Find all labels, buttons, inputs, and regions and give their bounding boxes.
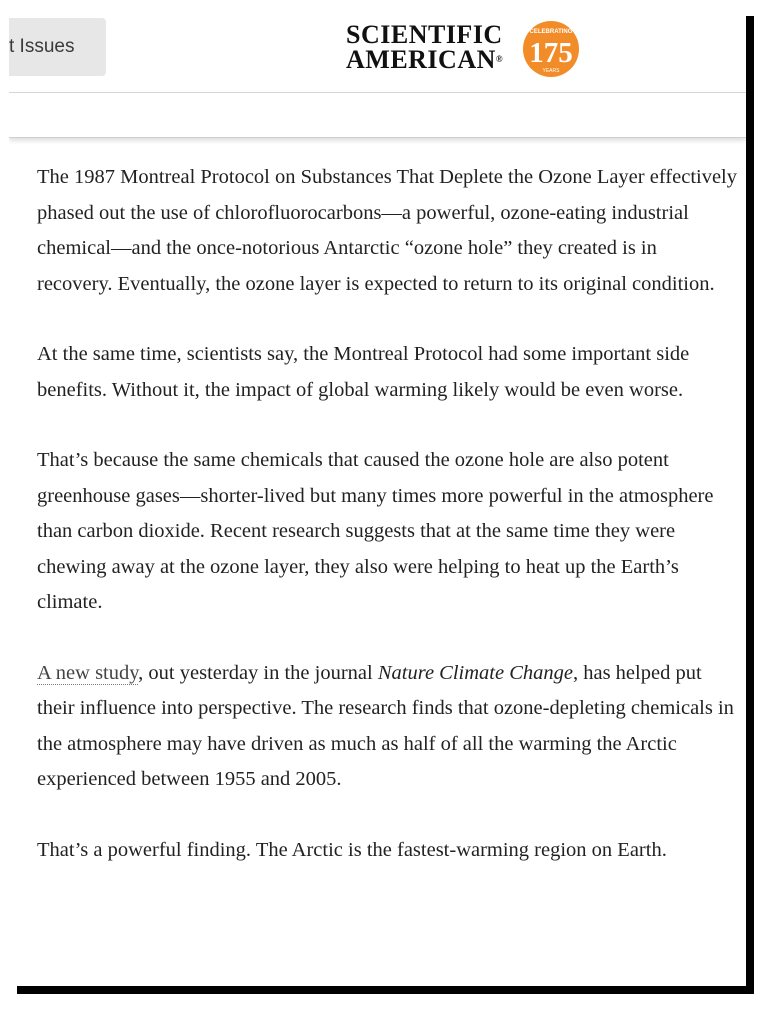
issues-tab[interactable]: t Issues (9, 18, 106, 76)
celebrating-175-badge-icon (522, 20, 580, 78)
journal-name: Nature Climate Change (377, 661, 573, 684)
paragraph-4 (37, 656, 737, 798)
badge-bottom-text: YEARS (542, 68, 560, 74)
logo-line-1: SCIENTIFIC (346, 20, 503, 49)
logo-line-2-text: AMERICAN (346, 45, 496, 74)
logo-wordmark (346, 22, 503, 72)
site-header (9, 8, 746, 93)
new-study-link[interactable]: A new study (37, 661, 139, 684)
logo-line-2 (346, 47, 503, 72)
article-body (37, 160, 737, 903)
sub-navigation-bar (9, 93, 746, 138)
paragraph-4-text-a: , out yesterday in the journal (138, 661, 378, 684)
paragraph-1: The 1987 Montreal Protocol on Substances That Deplete the Ozone Layer effectively phased out the use of chlorofluorocarbons—a powerful, ozone-eating industrial chemical—and the once-notorious Antarctic “ozone hole” they created is in recovery. Eventually, the ozone layer is expected to return to its original condition. (37, 166, 738, 295)
paragraph-4-text-b: , has helped put their influence into perspective. The research finds that ozone-depleting chemicals in the atmosphere may have driven as much as half of all the warming the Arctic experienced between 1955 and 2005. (37, 661, 734, 790)
page-frame (9, 8, 746, 986)
scientific-american-logo[interactable] (346, 18, 586, 80)
badge-top-text: CELEBRATING (529, 29, 573, 35)
paragraph-3: That’s because the same chemicals that caused the ozone hole are also potent greenhouse gases—shorter-lived but many times more powerful in the atmosphere than carbon dioxide. Recent research suggests that at the same time they were chewing away at the ozone layer, they also were helping to heat up the Earth’s climate. (37, 449, 714, 613)
paragraph-5: That’s a powerful finding. The Arctic is the fastest-warming region on Earth. (37, 838, 667, 861)
paragraph-2: At the same time, scientists say, the Montreal Protocol had some important side benefits. Without it, the impact of global warming likely would be even worse. (37, 343, 690, 401)
badge-number: 175 (529, 37, 573, 69)
trademark-symbol: ® (495, 54, 504, 64)
